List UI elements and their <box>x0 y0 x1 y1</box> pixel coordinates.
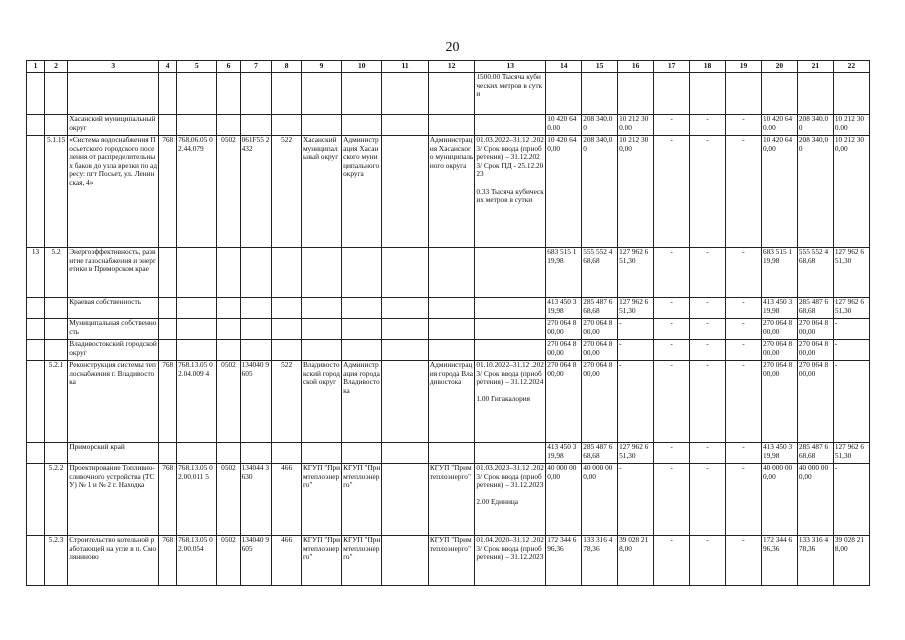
table-cell <box>833 73 869 115</box>
table-cell: 466 <box>272 464 302 536</box>
table-cell: 208 340.0 0 <box>797 115 833 136</box>
table-cell: КГУП "Примтеплоэнерго" <box>428 464 475 536</box>
column-header-16: 16 <box>618 61 654 73</box>
table-cell <box>240 340 272 361</box>
table-cell: 413 450 3 19,98 <box>761 443 797 464</box>
table-cell: 768.06.05 02.44.079 <box>177 136 217 248</box>
table-cell: 10 212 30 0.00 <box>833 115 869 136</box>
table-cell: 10 420 64 0.00 <box>546 115 582 136</box>
column-header-9: 9 <box>301 61 341 73</box>
table-cell: 285 487 6 68,68 <box>582 298 618 319</box>
table-cell <box>68 73 159 115</box>
column-header-3: 3 <box>68 61 159 73</box>
table-cell <box>27 536 45 586</box>
table-cell <box>177 248 217 298</box>
table-cell: Энергоэффективность, развитие газоснабжения и энергетики в Приморском крае <box>68 248 159 298</box>
table-cell: КГУП "Примтеплоэнерго" <box>428 536 475 586</box>
page-number: 20 <box>445 40 460 55</box>
table-cell <box>159 73 177 115</box>
table-cell: 10 420 64 0,00 <box>546 136 582 248</box>
table-cell: 10 420 64 0.00 <box>761 115 797 136</box>
table-cell <box>475 340 546 361</box>
table-cell: - <box>654 340 690 361</box>
table-cell: 10 420 64 0,00 <box>761 136 797 248</box>
table-cell: 01.10.2022–31.12 .2023/ Срок ввода (приобретения) – 31.12.2024 1.00 Гигакалория <box>475 361 546 443</box>
table-cell: 270 064 8 00,00 <box>546 361 582 443</box>
table-cell: КГУП "Примтеплоэнерго" <box>342 464 382 536</box>
column-header-22: 22 <box>833 61 869 73</box>
column-header-14: 14 <box>546 61 582 73</box>
column-header-2: 2 <box>44 61 67 73</box>
column-header-13: 13 <box>475 61 546 73</box>
table-cell: 0502 <box>217 536 240 586</box>
table-cell <box>342 73 382 115</box>
table-cell: - <box>618 319 654 340</box>
table-cell <box>382 340 429 361</box>
table-cell <box>177 73 217 115</box>
table-cell: - <box>833 319 869 340</box>
table-cell: 413 450 3 19,98 <box>546 298 582 319</box>
table-cell <box>272 248 302 298</box>
table-cell: 40 000 00 0,00 <box>582 464 618 536</box>
table-cell: 285 487 6 68,68 <box>797 298 833 319</box>
table-cell: 270 064 8 00,00 <box>582 319 618 340</box>
table-cell <box>342 298 382 319</box>
table-cell: - <box>726 464 762 536</box>
table-cell <box>428 443 475 464</box>
table-cell <box>240 73 272 115</box>
column-header-1: 1 <box>27 61 45 73</box>
table-row <box>27 248 870 298</box>
table-cell: 208 340,0 0 <box>582 136 618 248</box>
table-cell: 555 552 4 68,68 <box>582 248 618 298</box>
table-cell: 5.2.2 <box>44 464 67 536</box>
table-cell: 466 <box>272 536 302 586</box>
table-cell <box>217 298 240 319</box>
table-cell <box>217 319 240 340</box>
table-cell: 01.04.2020–31.12 .2023/ Срок ввода (приобретения) – 31.12.2023 <box>475 536 546 586</box>
table-cell <box>761 73 797 115</box>
column-header-10: 10 <box>342 61 382 73</box>
table-cell <box>382 361 429 443</box>
table-cell: - <box>726 443 762 464</box>
table-cell: Администрация Хасанского муниципального округа <box>342 136 382 248</box>
table-cell: - <box>618 361 654 443</box>
table-cell: Администрация города Владивостока <box>342 361 382 443</box>
table-cell: - <box>726 248 762 298</box>
table-cell: 413 450 3 19,98 <box>761 298 797 319</box>
table-cell: 208 340.0 0 <box>582 115 618 136</box>
table-cell: Администрация Хасанского муниципального округа <box>428 136 475 248</box>
column-header-6: 6 <box>217 61 240 73</box>
table-cell: 10 212 30 0.00 <box>618 115 654 136</box>
table-cell <box>159 319 177 340</box>
table-cell: 134040 9605 <box>240 536 272 586</box>
table-cell <box>382 298 429 319</box>
column-header-4: 4 <box>159 61 177 73</box>
table-cell <box>272 298 302 319</box>
table-cell: 768 <box>159 361 177 443</box>
table-row <box>27 298 870 319</box>
table-cell: - <box>654 536 690 586</box>
table-cell <box>475 298 546 319</box>
table-cell: - <box>654 248 690 298</box>
table-cell: 40 000 00 0,00 <box>546 464 582 536</box>
table-cell <box>342 248 382 298</box>
table-cell: 127 962 6 51,30 <box>833 443 869 464</box>
table-cell <box>217 73 240 115</box>
table-cell <box>177 319 217 340</box>
table-cell: 13 <box>27 248 45 298</box>
table-cell: - <box>654 115 690 136</box>
table-cell: Проектирование Топливно-сливочного устройства (ТСУ) № 1 и № 2 г. Находка <box>68 464 159 536</box>
table-cell <box>217 443 240 464</box>
table-cell <box>428 115 475 136</box>
table-cell <box>159 340 177 361</box>
table-cell: - <box>690 298 726 319</box>
table-cell <box>382 464 429 536</box>
table-cell: 768 <box>159 136 177 248</box>
table-cell <box>240 115 272 136</box>
table-cell <box>428 340 475 361</box>
table-cell: 522 <box>272 136 302 248</box>
table-cell: - <box>654 136 690 248</box>
table-cell: 133 316 4 78,36 <box>797 536 833 586</box>
table-cell <box>240 298 272 319</box>
table-cell: 127 962 6 51,30 <box>618 248 654 298</box>
table-cell <box>301 115 341 136</box>
table-cell <box>618 73 654 115</box>
table-cell: 061F55 2432 <box>240 136 272 248</box>
table-cell <box>44 115 67 136</box>
table-cell: 768.13.05 02.04.009 4 <box>177 361 217 443</box>
table-cell <box>301 443 341 464</box>
table-cell <box>272 319 302 340</box>
table-cell: 5.2 <box>44 248 67 298</box>
table-cell <box>654 73 690 115</box>
table-cell: - <box>654 319 690 340</box>
table-cell: - <box>726 319 762 340</box>
table-cell <box>159 298 177 319</box>
table-row <box>27 361 870 443</box>
table-cell: Реконструкция системы теплоснабжения г. Владивостока <box>68 361 159 443</box>
table-cell <box>159 248 177 298</box>
table-cell: - <box>654 361 690 443</box>
budget-table <box>26 60 870 586</box>
table-cell <box>382 319 429 340</box>
table-cell: - <box>654 464 690 536</box>
table-cell: 208 340,0 0 <box>797 136 833 248</box>
table-cell <box>177 298 217 319</box>
table-cell: 127 962 6 51,30 <box>618 298 654 319</box>
table-cell: 0502 <box>217 464 240 536</box>
table-cell <box>342 443 382 464</box>
table-cell: 270 064 8 00,00 <box>761 319 797 340</box>
table-cell: - <box>690 443 726 464</box>
table-cell <box>217 115 240 136</box>
table-cell: 134044 3630 <box>240 464 272 536</box>
table-cell: 768 <box>159 464 177 536</box>
table-body <box>27 61 870 586</box>
table-cell <box>27 115 45 136</box>
table-cell: - <box>654 298 690 319</box>
column-header-20: 20 <box>761 61 797 73</box>
table-cell <box>177 443 217 464</box>
column-header-7: 7 <box>240 61 272 73</box>
table-cell <box>301 248 341 298</box>
table-cell <box>44 443 67 464</box>
table-cell <box>428 73 475 115</box>
table-cell: 270 064 8 00,00 <box>582 361 618 443</box>
table-cell: 40 000 00 0,00 <box>797 464 833 536</box>
table-cell: Администрация города Владивостока <box>428 361 475 443</box>
table-cell <box>382 248 429 298</box>
table-cell: 555 552 4 68,68 <box>797 248 833 298</box>
table-row <box>27 115 870 136</box>
table-cell: 768 <box>159 536 177 586</box>
table-cell: 285 487 6 68,68 <box>797 443 833 464</box>
table-cell <box>272 115 302 136</box>
table-cell: Приморский край <box>68 443 159 464</box>
table-cell: 522 <box>272 361 302 443</box>
table-cell: 172 344 6 96,36 <box>761 536 797 586</box>
table-row <box>27 464 870 536</box>
table-cell: 10 212 30 0,00 <box>833 136 869 248</box>
table-cell: - <box>690 340 726 361</box>
table-cell: 270 064 8 00,00 <box>797 361 833 443</box>
table-cell <box>272 73 302 115</box>
table-cell <box>240 443 272 464</box>
column-header-11: 11 <box>382 61 429 73</box>
table-cell: КГУП "Примтеплоэнерго" <box>342 536 382 586</box>
table-cell: 270 064 8 00,00 <box>582 340 618 361</box>
table-cell <box>44 298 67 319</box>
table-cell <box>342 340 382 361</box>
table-cell <box>272 443 302 464</box>
table-cell <box>382 73 429 115</box>
table-cell <box>177 340 217 361</box>
table-cell <box>726 73 762 115</box>
table-cell: 40 000 00 0,00 <box>761 464 797 536</box>
table-cell: 413 450 3 19,98 <box>546 443 582 464</box>
table-cell: 134040 9605 <box>240 361 272 443</box>
table-row <box>27 136 870 248</box>
table-row <box>27 443 870 464</box>
column-header-21: 21 <box>797 61 833 73</box>
table-cell: - <box>690 136 726 248</box>
table-cell <box>797 73 833 115</box>
table-cell <box>27 73 45 115</box>
table-cell <box>27 340 45 361</box>
table-cell: 683 515 1 19,98 <box>546 248 582 298</box>
table-cell <box>475 443 546 464</box>
table-cell: 127 962 6 51,30 <box>833 298 869 319</box>
table-cell <box>27 319 45 340</box>
table-cell: 0502 <box>217 136 240 248</box>
column-header-12: 12 <box>428 61 475 73</box>
table-cell: - <box>690 115 726 136</box>
table-cell <box>159 115 177 136</box>
table-cell: 270 064 8 00,00 <box>797 340 833 361</box>
table-cell: 1500.00 Тысяча кубических метров в сутки <box>475 73 546 115</box>
column-header-19: 19 <box>726 61 762 73</box>
table-cell <box>272 340 302 361</box>
table-cell: - <box>726 115 762 136</box>
table-cell <box>382 136 429 248</box>
table-cell <box>342 115 382 136</box>
table-cell <box>301 319 341 340</box>
table-cell: 285 487 6 68,68 <box>582 443 618 464</box>
table-cell: - <box>690 248 726 298</box>
table-cell: Владивостокский городской округ <box>68 340 159 361</box>
table-cell: - <box>726 361 762 443</box>
table-cell: 683 515 1 19,98 <box>761 248 797 298</box>
table-cell: 133 316 4 78,36 <box>582 536 618 586</box>
table-cell <box>27 464 45 536</box>
table-cell <box>301 298 341 319</box>
table-cell: 127 962 6 51,30 <box>618 443 654 464</box>
table-cell: 10 212 30 0,00 <box>618 136 654 248</box>
table-cell: 01.03.2022–31.12 .2023/ Срок ввода (приобретения) – 31.12.2023/ Срок ПД - 25.12.2023 0.33 Тысяча кубических метров в сутки <box>475 136 546 248</box>
table-cell: Строительство котельной работающей на угле в п. Смоляниново <box>68 536 159 586</box>
table-cell: - <box>726 536 762 586</box>
table-row <box>27 536 870 586</box>
column-header-row <box>27 61 870 73</box>
table-cell: 768.13.05 02.00.054 <box>177 536 217 586</box>
table-cell <box>177 115 217 136</box>
table-cell <box>546 73 582 115</box>
table-cell: 39 028 21 8,00 <box>618 536 654 586</box>
table-cell: - <box>690 319 726 340</box>
table-cell <box>342 319 382 340</box>
column-header-18: 18 <box>690 61 726 73</box>
table-cell <box>475 248 546 298</box>
table-cell: - <box>726 136 762 248</box>
table-row <box>27 73 870 115</box>
table-cell: КГУП "Примтеплоэнерго" <box>301 464 341 536</box>
table-cell: - <box>833 361 869 443</box>
table-cell <box>475 115 546 136</box>
table-cell: 5.1.15 <box>44 136 67 248</box>
table-cell <box>382 115 429 136</box>
column-header-5: 5 <box>177 61 217 73</box>
table-cell: 270 064 8 00,00 <box>761 340 797 361</box>
table-cell <box>217 248 240 298</box>
table-cell: 01.03.2023–31.12 .2023/ Срок ввода (приобретения) – 31.12.2023 2.00 Единица <box>475 464 546 536</box>
table-cell: Хасанский муниципальный округ <box>68 115 159 136</box>
table-cell <box>382 536 429 586</box>
table-cell: 270 064 8 00,00 <box>797 319 833 340</box>
table-cell <box>44 73 67 115</box>
table-cell: Владивостокский городской округ <box>301 361 341 443</box>
table-cell: - <box>833 340 869 361</box>
table-cell: - <box>654 443 690 464</box>
table-cell <box>301 340 341 361</box>
table-cell <box>44 319 67 340</box>
table-row <box>27 319 870 340</box>
table-cell <box>217 340 240 361</box>
column-header-8: 8 <box>272 61 302 73</box>
table-cell: Муниципальная собственность <box>68 319 159 340</box>
table-cell <box>475 319 546 340</box>
table-cell <box>428 298 475 319</box>
table-cell: 0502 <box>217 361 240 443</box>
table-cell: КГУП "Примтеплоэнерго" <box>301 536 341 586</box>
table-cell: 270 064 8 00,00 <box>546 319 582 340</box>
table-cell <box>27 361 45 443</box>
table-cell <box>382 443 429 464</box>
table-cell <box>27 298 45 319</box>
table-cell <box>690 73 726 115</box>
table-cell <box>240 319 272 340</box>
table-row <box>27 340 870 361</box>
table-cell: 5.2.1 <box>44 361 67 443</box>
table-cell: - <box>618 464 654 536</box>
table-cell <box>301 73 341 115</box>
table-cell: - <box>618 340 654 361</box>
column-header-17: 17 <box>654 61 690 73</box>
table-cell: Краевая собственность <box>68 298 159 319</box>
table-cell: - <box>690 361 726 443</box>
table-cell: 768.13.05 02.00.011 5 <box>177 464 217 536</box>
table-cell: 127 962 6 51,30 <box>833 248 869 298</box>
table-cell <box>582 73 618 115</box>
table-cell: «Система водоснабжения Посьетского городского поселения от распределительных баков до узла врезки по адресу: пгт Посьет, ул. Ленинская, 4» <box>68 136 159 248</box>
table-cell <box>428 248 475 298</box>
table-cell <box>44 340 67 361</box>
table-cell <box>159 443 177 464</box>
table-cell: - <box>833 464 869 536</box>
table-cell <box>27 443 45 464</box>
table-cell: - <box>726 340 762 361</box>
table-cell: - <box>726 298 762 319</box>
table-cell: - <box>690 464 726 536</box>
table-cell <box>240 248 272 298</box>
table-cell: 39 028 21 8,00 <box>833 536 869 586</box>
table-cell <box>27 136 45 248</box>
table-cell: 5.2.3 <box>44 536 67 586</box>
table-cell: 270 064 8 00,00 <box>761 361 797 443</box>
table-cell: 270 064 8 00,00 <box>546 340 582 361</box>
table-cell: Хасанский муниципальный округ <box>301 136 341 248</box>
column-header-15: 15 <box>582 61 618 73</box>
table-cell: - <box>690 536 726 586</box>
table-cell: 172 344 6 96,36 <box>546 536 582 586</box>
table-cell <box>428 319 475 340</box>
